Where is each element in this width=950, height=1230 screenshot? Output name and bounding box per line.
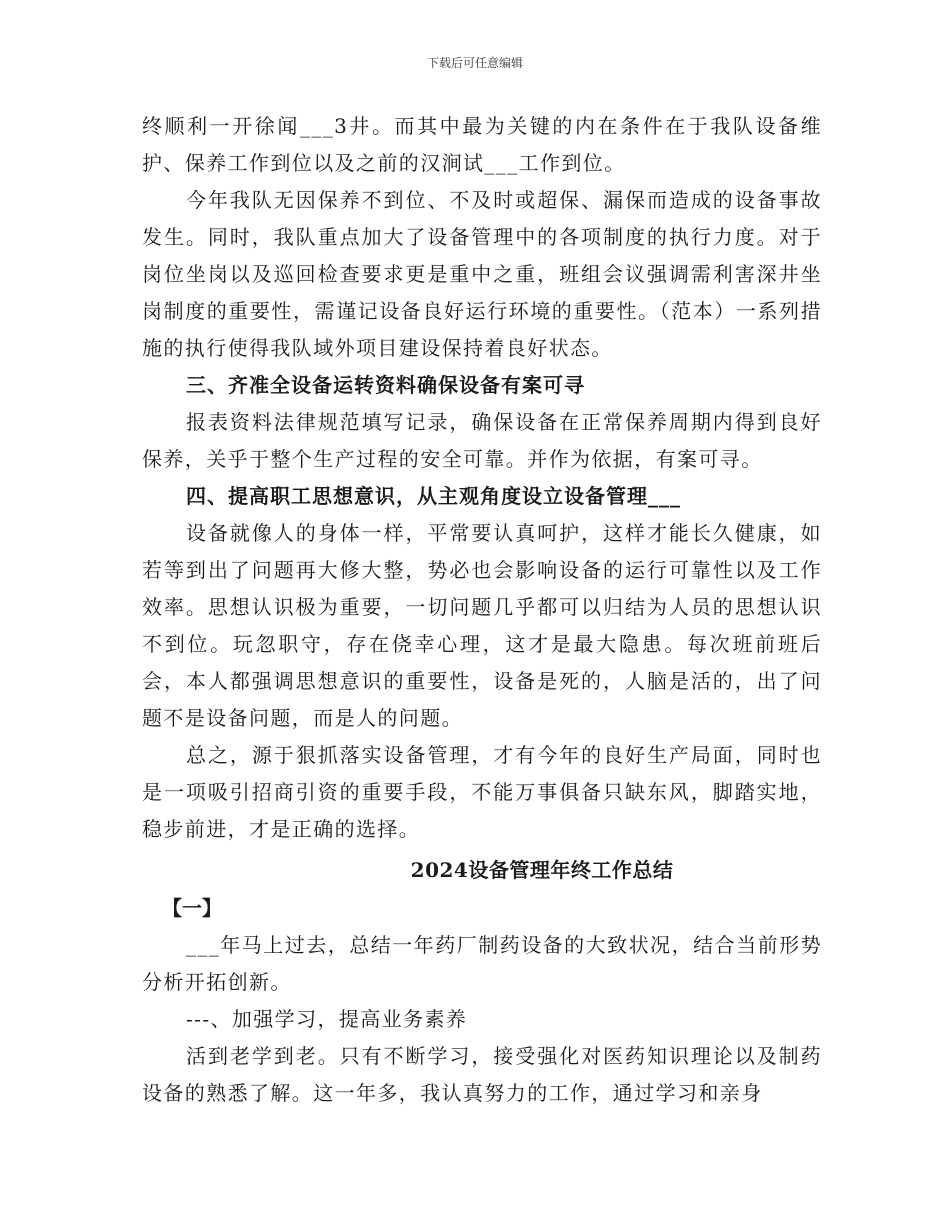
paragraph-study: 活到老学到老。只有不断学习，接受强化对医药知识理论以及制药设备的熟悉了解。这一年多，我认真努力的工作，通过学习和亲身 (142, 1044, 822, 1105)
page-header: 下载后可任意编辑 (426, 56, 523, 70)
document-title: 2024设备管理年终工作总结 (410, 858, 674, 882)
part-marker: 【一】 (162, 896, 222, 920)
document-body (142, 108, 822, 1112)
paragraph-awareness: 设备就像人的身体一样，平常要认真呵护，这样才能长久健康，如若等到出了问题再大修大整，势必也会影响设备的运行可靠性以及工作效率。思想认识极为重要，一切问题几乎都可以归结为人员的思想认识不到位。玩忽职守，存在侥幸心理，这才是最大隐患。每次班前班后会，本人都强调思想意识的重要性，设备是死的，人脑是活的，出了问题不是设备问题，而是人的问题。 (142, 521, 822, 730)
paragraph-continued: 终顺利一开徐闻___3井。而其中最为关键的内在条件在于我队设备维护、保养工作到位以及之前的汉涧试___工作到位。 (142, 114, 822, 175)
section-heading-3: 三、齐准全设备运转资料确保设备有案可寻 (186, 373, 585, 397)
paragraph-reports: 报表资料法律规范填写记录，确保设备在正常保养周期内得到良好保养，关乎于整个生产过程的安全可靠。并作为依据，有案可寻。 (142, 410, 822, 471)
subheading-study: ---、加强学习，提高业务素养 (186, 1007, 468, 1031)
paragraph-intro: ___年马上过去，总结一年药厂制药设备的大致状况，结合当前形势分析开拓创新。 (142, 933, 822, 994)
paragraph-maintenance-record: 今年我队无因保养不到位、不及时或超保、漏保而造成的设备事故发生。同时，我队重点加大了设备管理中的各项制度的执行力度。对于岗位坐岗以及巡回检查要求更是重中之重，班组会议强调需利害深井坐岗制度的重要性，需谨记设备良好运行环境的重要性。（范本）一系列措施的执行使得我队域外项目建设保持着良好状态。 (142, 188, 822, 360)
section-heading-4: 四、提高职工思想意识，从主观角度设立设备管理___ (186, 484, 681, 508)
paragraph-conclusion: 总之，源于狠抓落实设备管理，才有今年的良好生产局面，同时也是一项吸引招商引资的重要手段，不能万事俱备只缺东风，脚踏实地，稳步前进，才是正确的选择。 (142, 743, 822, 841)
